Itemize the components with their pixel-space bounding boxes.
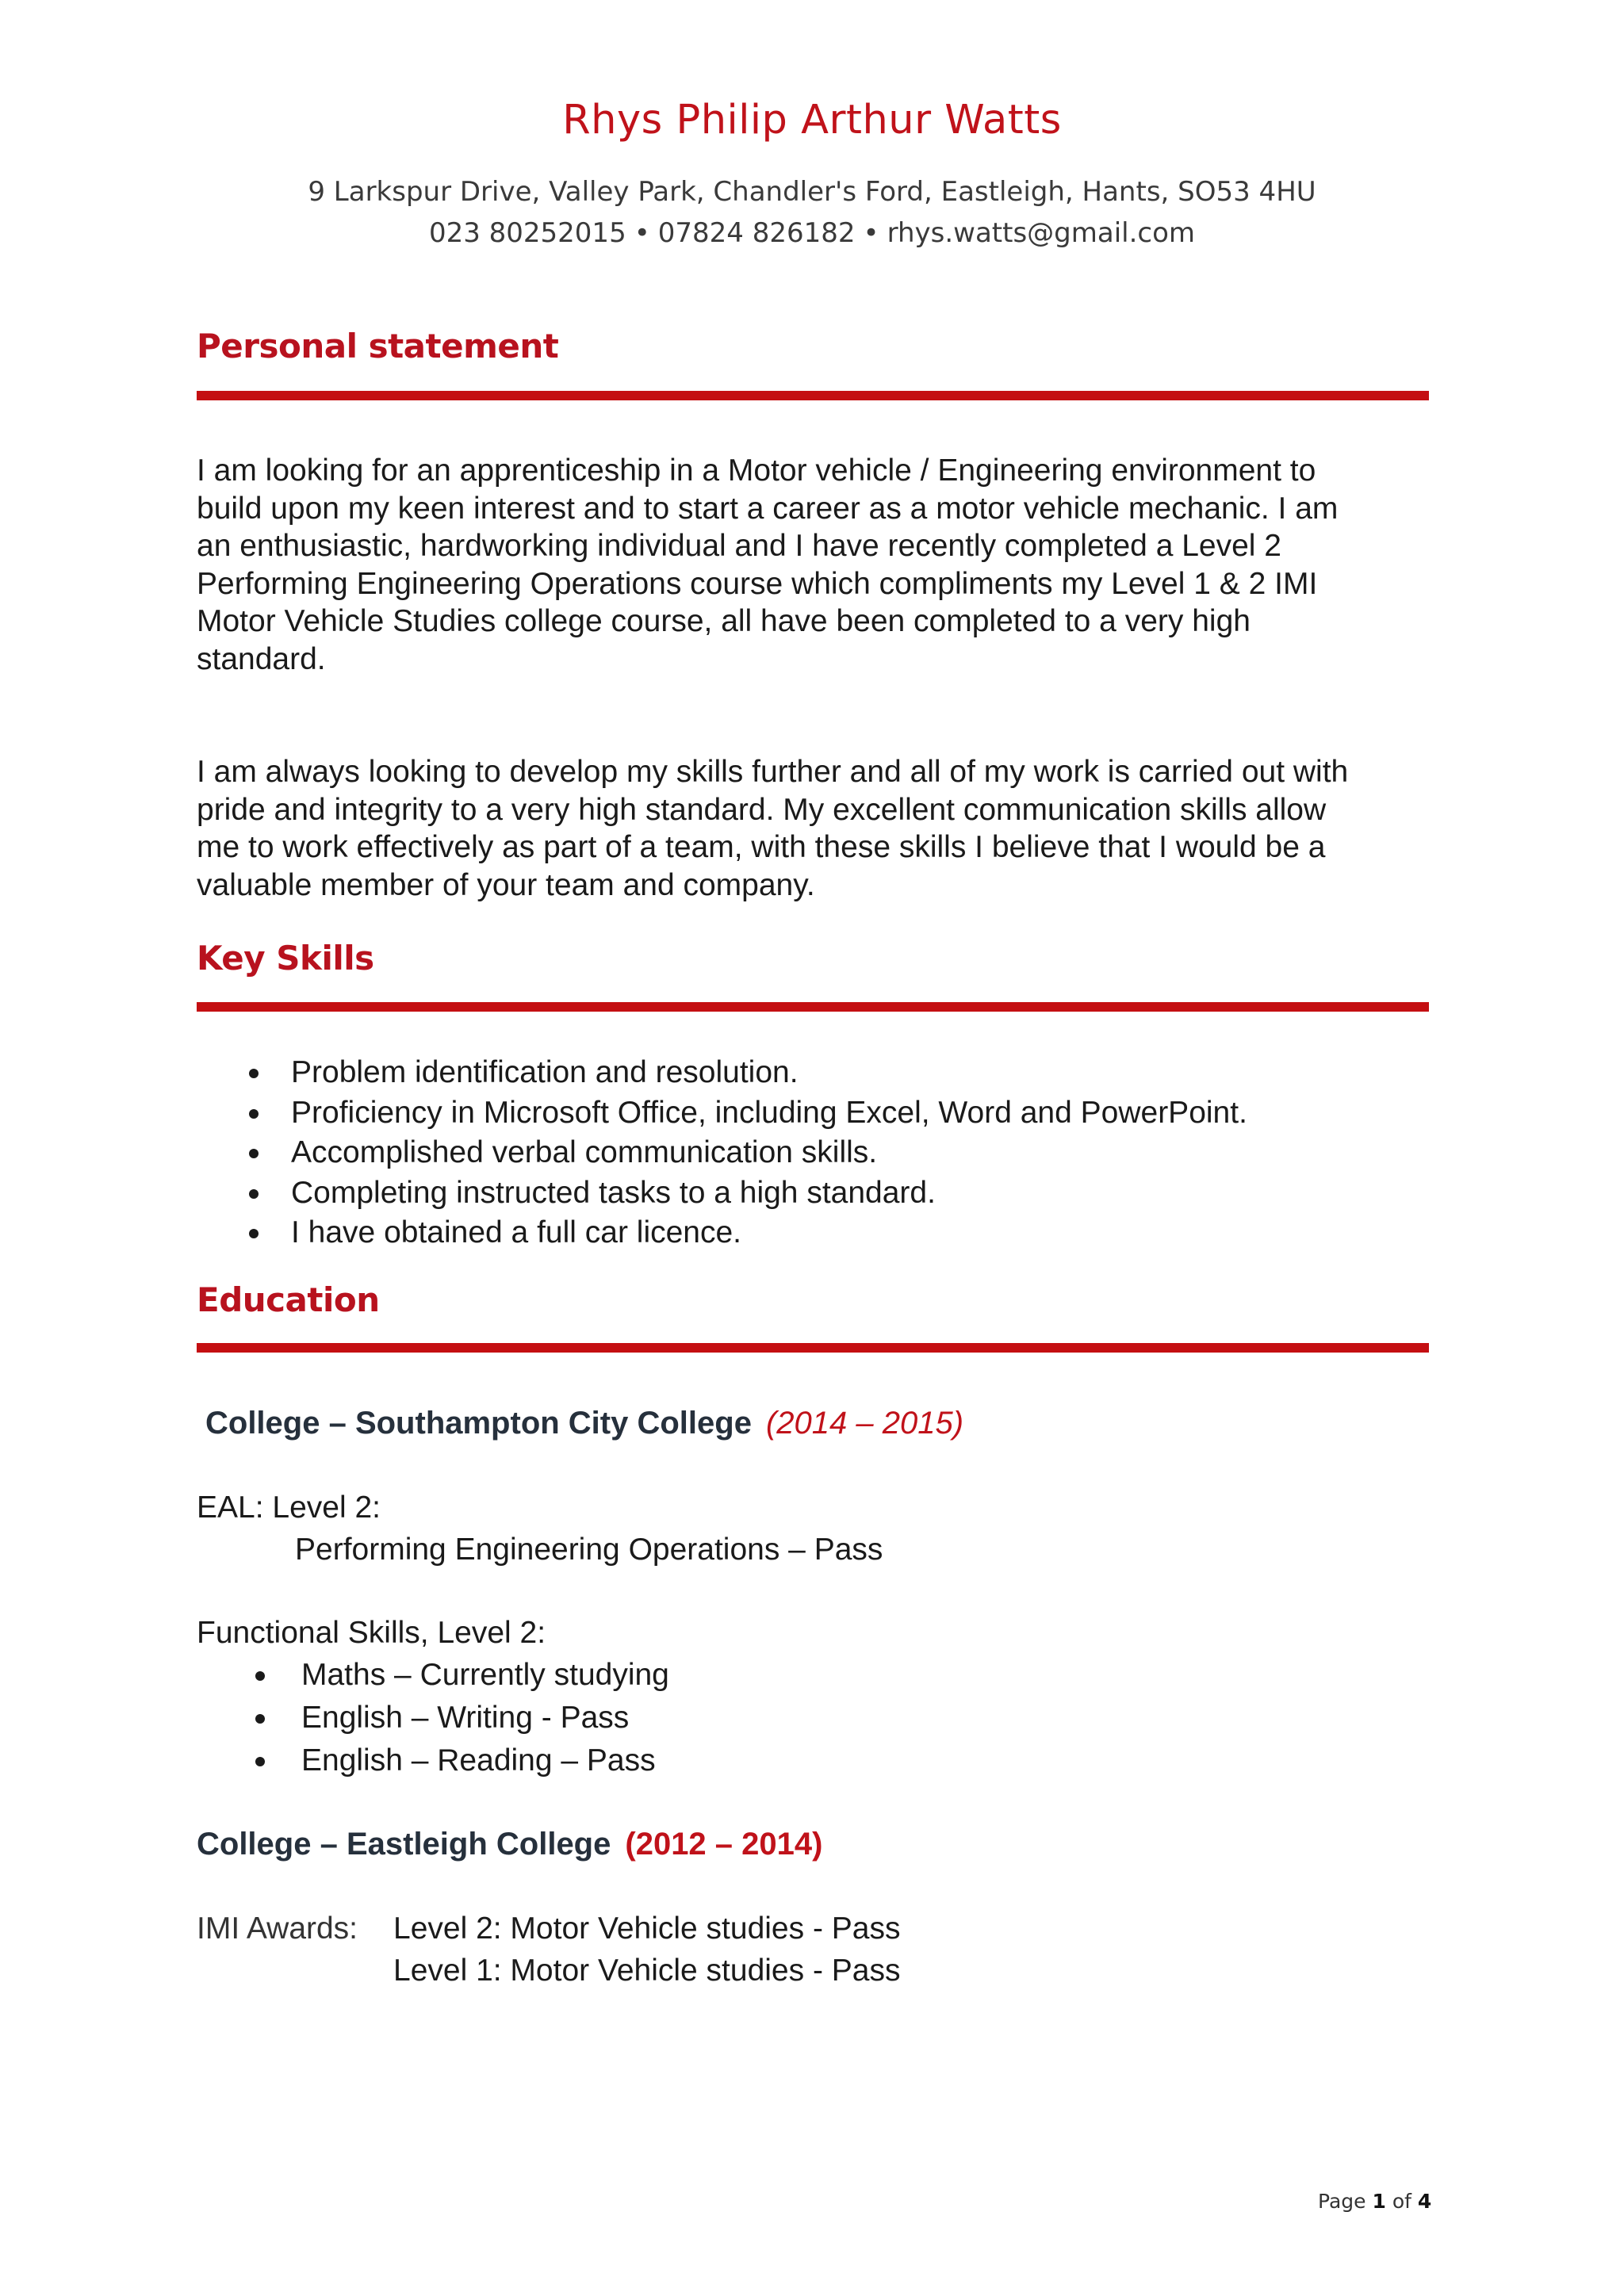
bullet-icon — [249, 1069, 259, 1078]
statement-line: build upon my keen interest and to start a career as a motor vehicle mechanic. I am — [197, 491, 1339, 526]
bullet-icon — [249, 1109, 259, 1119]
college-name: College – Southampton City College — [205, 1406, 752, 1441]
functional-skill-text: Maths – Currently studying — [301, 1658, 669, 1692]
skill-text: I have obtained a full car licence. — [291, 1215, 742, 1249]
college-heading-southampton — [205, 1406, 963, 1441]
bullet-icon — [249, 1189, 259, 1199]
home-phone: 023 80252015 — [428, 217, 626, 249]
skill-text: Accomplished verbal communication skills. — [291, 1135, 878, 1169]
statement-line: I am looking for an apprenticeship in a Motor vehicle / Engineering environment to — [197, 453, 1316, 488]
candidate-address: 9 Larkspur Drive, Valley Park, Chandler's Ford, Eastleigh, Hants, SO53 4HU — [308, 176, 1316, 208]
skill-text: Proficiency in Microsoft Office, including Excel, Word and PowerPoint. — [291, 1095, 1247, 1130]
statement-line: Motor Vehicle Studies college course, all have been completed to a very high — [197, 604, 1251, 638]
statement-line: me to work effectively as part of a team, with these skills I believe that I would be a — [197, 830, 1326, 864]
contact-line — [0, 217, 1624, 249]
functional-skill-text: English – Writing - Pass — [301, 1701, 630, 1735]
award-item: Level 2: Motor Vehicle studies - Pass — [393, 1911, 901, 1946]
candidate-name: Rhys Philip Arthur Watts — [562, 97, 1062, 144]
separator: • — [863, 217, 879, 249]
section-title-key-skills: Key Skills — [197, 939, 374, 978]
bullet-icon — [249, 1229, 259, 1238]
skill-text: Completing instructed tasks to a high standard. — [291, 1175, 936, 1210]
college-heading-eastleigh — [197, 1827, 822, 1862]
college-years: (2014 – 2015) — [765, 1406, 964, 1441]
bullet-icon — [249, 1149, 259, 1158]
statement-line: I am always looking to develop my skills further and all of my work is carried out with — [197, 755, 1349, 789]
page-current: 1 — [1372, 2190, 1386, 2213]
list-item — [197, 1093, 1247, 1134]
statement-line: an enthusiastic, hardworking individual and I have recently completed a Level 2 — [197, 529, 1281, 563]
section-divider — [197, 391, 1429, 400]
statement-line: valuable member of your team and company. — [197, 867, 815, 902]
list-item — [197, 1133, 1247, 1173]
separator: • — [634, 217, 650, 249]
section-divider — [197, 1002, 1429, 1012]
functional-skills-label: Functional Skills, Level 2: — [197, 1616, 546, 1650]
page-word: Page — [1318, 2190, 1366, 2213]
section-title-education: Education — [197, 1280, 380, 1319]
college-name: College – Eastleigh College — [197, 1827, 611, 1862]
key-skills-list — [197, 1053, 1247, 1253]
eal-course: Performing Engineering Operations – Pass — [295, 1533, 883, 1567]
functional-skill-text: English – Reading – Pass — [301, 1743, 656, 1777]
statement-line: Performing Engineering Operations course which compliments my Level 1 & 2 IMI — [197, 566, 1318, 601]
section-title-personal-statement: Personal statement — [197, 327, 559, 365]
page-number — [1318, 2190, 1431, 2213]
list-item — [197, 1697, 669, 1739]
list-item — [197, 1053, 1247, 1093]
bullet-icon — [255, 1757, 265, 1766]
of-word: of — [1392, 2190, 1411, 2213]
list-item — [197, 1213, 1247, 1253]
bullet-icon — [255, 1714, 265, 1724]
list-item — [197, 1173, 1247, 1214]
personal-statement-paragraph-1 — [197, 452, 1434, 678]
list-item — [197, 1654, 669, 1697]
college-years: (2012 – 2014) — [625, 1827, 823, 1862]
eal-label: EAL: Level 2: — [197, 1490, 381, 1525]
personal-statement-paragraph-2 — [197, 753, 1434, 904]
statement-line: pride and integrity to a very high standard. My excellent communication skills allow — [197, 792, 1327, 827]
section-divider — [197, 1343, 1429, 1353]
award-item: Level 1: Motor Vehicle studies - Pass — [393, 1954, 901, 1988]
skill-text: Problem identification and resolution. — [291, 1055, 799, 1089]
list-item — [197, 1739, 669, 1782]
statement-line: standard. — [197, 641, 326, 676]
functional-skills-list — [197, 1654, 669, 1782]
page-total: 4 — [1417, 2190, 1432, 2213]
mobile-phone: 07824 826182 — [657, 217, 856, 249]
email-address[interactable]: rhys.watts@gmail.com — [887, 217, 1196, 249]
imi-awards-label: IMI Awards: — [197, 1911, 358, 1946]
bullet-icon — [255, 1671, 265, 1681]
